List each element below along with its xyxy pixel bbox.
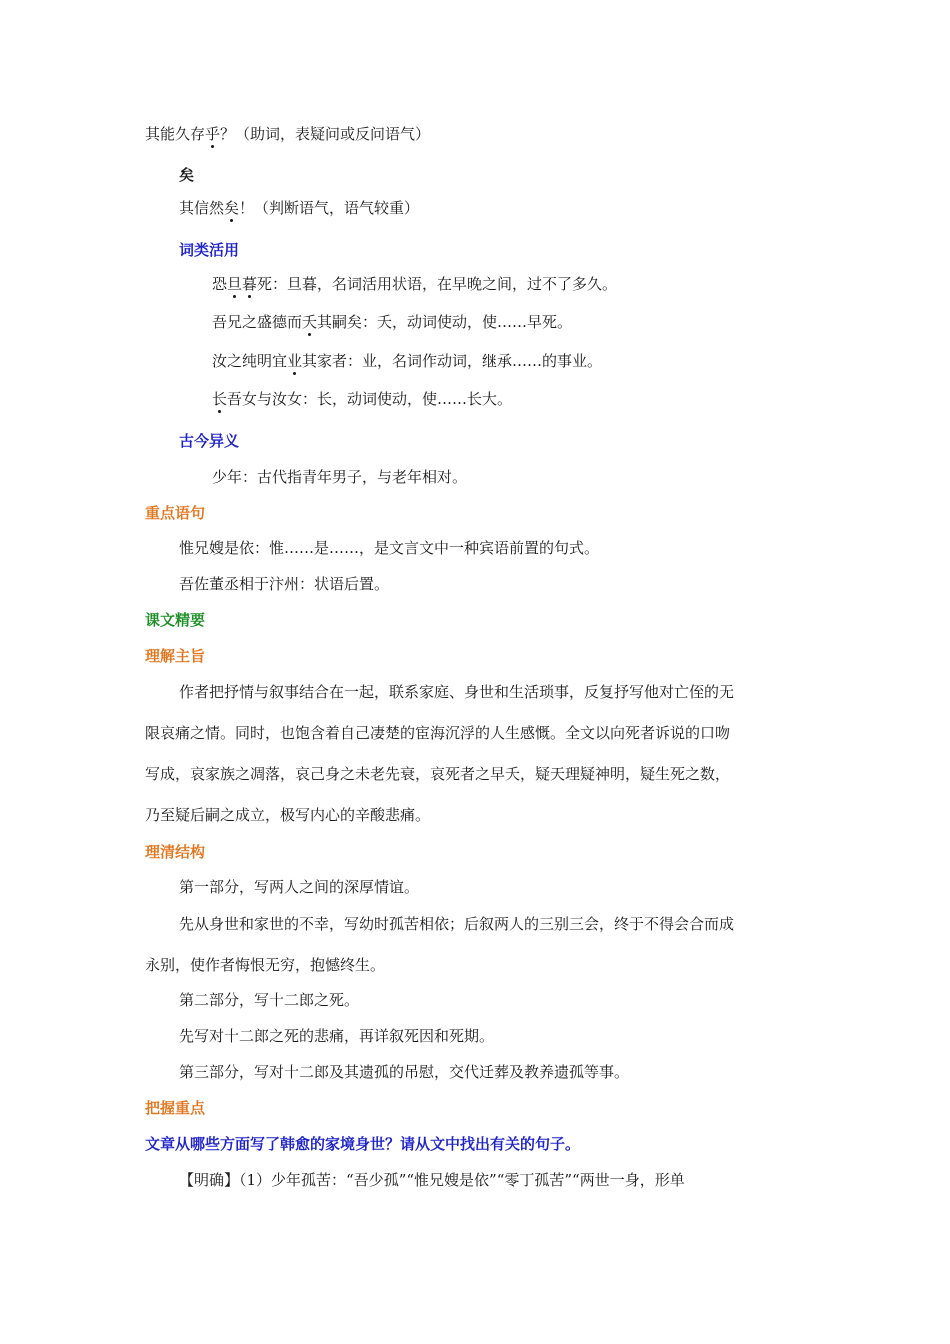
- emphasis-char: 业: [287, 352, 303, 370]
- line-text: 其家者：业，名词作动词，继承……的事业。: [302, 352, 603, 370]
- text-line: 先从身世和家世的不幸，写幼时孤苦相依；后叙两人的三别三会，终于不得会合而成: [179, 915, 735, 933]
- text-line: [145, 124, 430, 144]
- text-line: 乃至疑后嗣之成立，极写内心的辛酸悲痛。: [145, 806, 431, 824]
- text-line: [212, 351, 602, 371]
- emphasis-char: 乎: [205, 125, 221, 143]
- section-heading: 词类活用: [179, 241, 240, 259]
- question-text: 文章从哪些方面写了韩愈的家境身世？请从文中找出有关的句子。: [145, 1135, 581, 1153]
- text-line: 第一部分，写两人之间的深厚情谊。: [179, 878, 420, 896]
- text-line: 作者把抒情与叙事结合在一起，联系家庭、身世和生活琐事，反复抒写他对亡侄的无: [179, 683, 735, 701]
- line-text: 恐: [212, 275, 228, 293]
- text-line: [212, 274, 617, 294]
- line-text: 死：旦暮，名词活用状语，在早晚之间，过不了多久。: [257, 275, 618, 293]
- line-text: 其信然: [179, 199, 225, 217]
- emphasis-char: 夭: [302, 313, 318, 331]
- line-text: ！（判断语气，语气较重）: [239, 199, 420, 217]
- section-heading: 理清结构: [145, 843, 206, 861]
- line-text: 其能久存: [145, 125, 206, 143]
- text-line: 第三部分，写对十二郎及其遗孤的吊慰，交代迁葬及教养遗孤等事。: [179, 1063, 630, 1081]
- section-heading: 把握重点: [145, 1099, 206, 1117]
- section-heading: 重点语句: [145, 504, 206, 522]
- line-text: ？（助词，表疑问或反问语气）: [220, 125, 431, 143]
- answer-text: 【明确】（1）少年孤苦：“吾少孤”“惟兄嫂是依”“零丁孤苦”“两世一身，形单: [179, 1171, 685, 1189]
- emphasis-char: 暮: [242, 275, 258, 293]
- line-text: 汝之纯明宜: [212, 352, 288, 370]
- emphasis-char: 旦: [227, 275, 243, 293]
- text-line: 永别，使作者悔恨无穷，抱憾终生。: [145, 956, 386, 974]
- text-line: [212, 312, 572, 332]
- text-line: 写成，哀家族之凋落，哀己身之未老先衰，哀死者之早夭，疑天理疑神明，疑生死之数，: [145, 765, 731, 783]
- entry-heading: 矣: [179, 166, 195, 184]
- text-line: [179, 198, 419, 218]
- text-line: 吾佐董丞相于汴州：状语后置。: [179, 575, 390, 593]
- text-line: 先写对十二郎之死的悲痛，再详叙死因和死期。: [179, 1027, 495, 1045]
- text-line: 限哀痛之情。同时，也饱含着自己凄楚的宦海沉浮的人生感慨。全文以向死者诉说的口吻: [145, 724, 731, 742]
- section-heading: 古今异义: [179, 432, 240, 450]
- line-text: 吾女与汝女：长，动词使动，使……长大。: [227, 390, 513, 408]
- text-line: 第二部分，写十二郎之死。: [179, 991, 360, 1009]
- line-text: 吾兄之盛德而: [212, 313, 303, 331]
- text-line: 惟兄嫂是依：惟……是……，是文言文中一种宾语前置的句式。: [179, 539, 600, 557]
- line-text: 其嗣矣：夭，动词使动，使……早死。: [317, 313, 573, 331]
- text-line: [212, 389, 512, 409]
- emphasis-char: 矣: [224, 199, 240, 217]
- emphasis-char: 长: [212, 390, 228, 408]
- text-line: 少年：古代指青年男子，与老年相对。: [212, 468, 468, 486]
- section-heading: 理解主旨: [145, 647, 206, 665]
- section-heading: 课文精要: [145, 611, 206, 629]
